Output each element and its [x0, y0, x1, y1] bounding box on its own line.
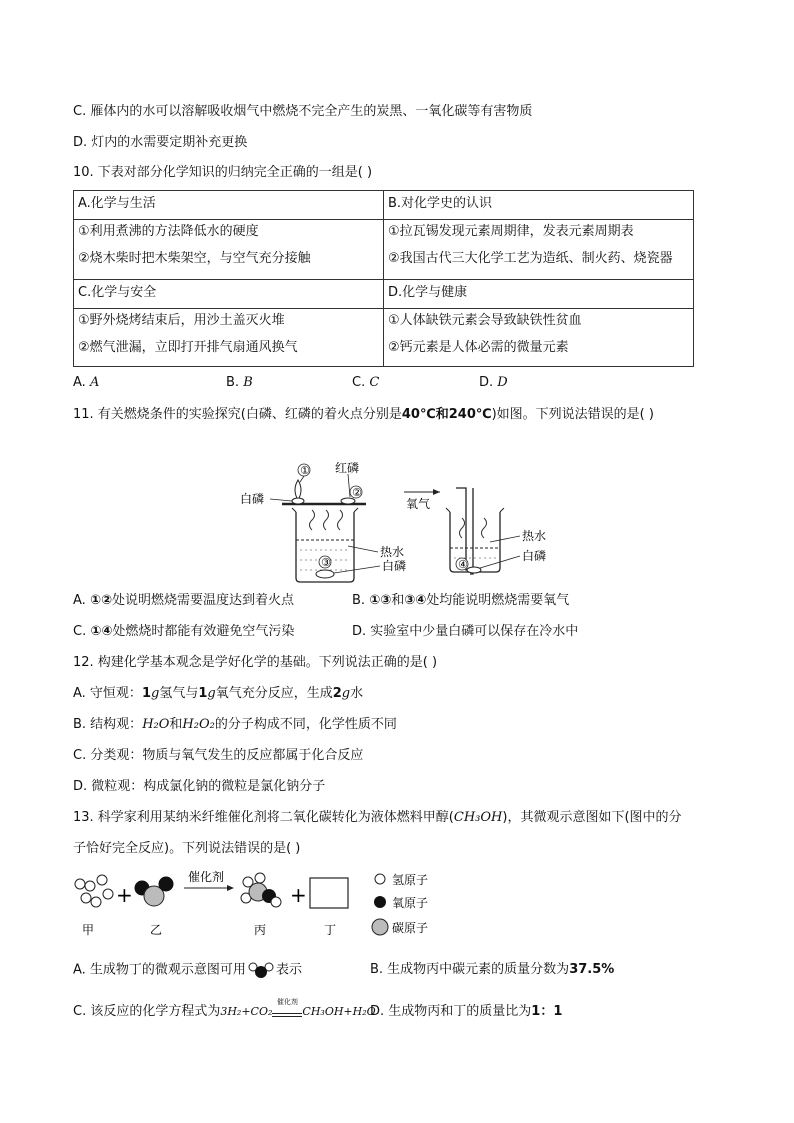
legend-hydrogen: 氢原子 — [392, 873, 429, 887]
plus-sign: + — [290, 883, 307, 907]
table-cell-c — [74, 309, 384, 367]
option-value: C — [369, 375, 380, 390]
label-yi: 乙 — [150, 923, 163, 937]
q13-stem-line1 — [73, 809, 682, 827]
table-b-item-2: ②我国古代三大化学工艺为造纸、制火药、烧瓷器 — [388, 251, 673, 266]
table-cell-a — [74, 220, 384, 280]
legend-carbon-icon — [372, 919, 388, 935]
formula-hydrogen-peroxide: H₂O₂ — [182, 717, 215, 732]
q12-option-c[interactable]: C. 分类观：物质与氧气发生的反应都属于化合反应 — [73, 748, 364, 763]
table-d-item-1: ①人体缺铁元素会导致缺铁性贫血 — [388, 313, 582, 328]
table-b-item-1: ①拉瓦锡发现元素周期律，发表元素周期表 — [388, 224, 634, 239]
mass-value: 1 — [141, 686, 151, 701]
option-text: 和 — [391, 593, 405, 608]
stem-text: )如图。下列说法错误的是( ) — [491, 407, 654, 422]
q13-stem-line2: 子恰好完全反应)。下列说法错误的是( ) — [73, 841, 301, 856]
methanol-molecule — [241, 873, 281, 907]
mass-unit: g — [207, 686, 216, 701]
legend-carbon: 碳原子 — [392, 921, 429, 935]
option-value: B — [243, 375, 253, 390]
option-text: 处均能说明燃烧需要氧气 — [426, 593, 570, 608]
q12-stem: 12. 构建化学基本观念是学好化学的基础。下列说法正确的是( ) — [73, 655, 438, 670]
q10-option-d[interactable] — [479, 374, 508, 392]
option-letter: A. — [73, 375, 90, 390]
stem-temperatures: 40℃和240℃ — [401, 407, 492, 422]
option-value: A — [89, 375, 100, 390]
q12-option-d[interactable]: D. 微粒观：构成氯化钠的微粒是氯化钠分子 — [73, 779, 326, 794]
option-letter: D. — [479, 375, 498, 390]
reaction-micro-diagram — [70, 866, 470, 942]
option-text: 表示 — [275, 962, 302, 978]
q13-option-d[interactable] — [370, 1003, 562, 1021]
mass-fraction-value: 37.5% — [569, 962, 615, 977]
white-phosphorus-bottom-label: 白磷 — [382, 559, 407, 573]
q10-option-c[interactable] — [352, 374, 379, 392]
plus-sign: + — [116, 883, 133, 907]
mass-value: 2 — [332, 686, 342, 701]
white-phosphorus-right-label: 白磷 — [522, 549, 547, 563]
q13-option-b[interactable] — [370, 961, 614, 979]
table-a-item-2: ②烧木柴时把木柴架空，与空气充分接触 — [78, 251, 311, 266]
label-2: ② — [352, 486, 362, 499]
product-d-box — [310, 878, 348, 908]
option-markers: ①③ — [369, 593, 392, 608]
q11-stem — [73, 406, 654, 424]
stem-text: 11. 有关燃烧条件的实验探究(白磷、红磷的着火点分别是 — [73, 407, 402, 422]
option-text: A. 守恒观： — [73, 686, 142, 701]
option-letter: C. — [352, 375, 370, 390]
q10-knowledge-table — [73, 190, 694, 367]
option-text: D. 生成物丙和丁的质量比为 — [370, 1004, 532, 1019]
q9-option-c: C. 雁体内的水可以溶解吸收烟气中燃烧不完全产生的炭黑、一氧化碳等有害物质 — [73, 104, 533, 119]
legend-hydrogen-icon — [375, 874, 385, 884]
equation-products: CH₃OH+H₂O — [302, 1005, 376, 1018]
mass-unit: g — [341, 686, 351, 701]
table-d-item-2: ②钙元素是人体必需的微量元素 — [388, 340, 569, 355]
q10-option-a[interactable] — [73, 374, 99, 392]
hot-water-right-label: 热水 — [522, 529, 547, 543]
formula-water: H₂O — [142, 717, 170, 732]
oxygen-label: 氧气 — [406, 497, 431, 511]
table-cell-b — [384, 220, 694, 280]
label-1: ① — [300, 464, 310, 477]
q13-option-a[interactable] — [73, 961, 302, 980]
label-jia: 甲 — [82, 923, 95, 937]
table-c-item-2: ②燃气泄漏，立即打开排气扇通风换气 — [78, 340, 298, 355]
q12-option-a[interactable] — [73, 685, 363, 703]
red-phosphorus-label: 红磷 — [335, 461, 360, 475]
white-phosphorus-left-label: 白磷 — [240, 492, 265, 506]
equation-condition: 催化剂 — [276, 997, 298, 1006]
stem-text: )，其微观示意图如下(图中的分 — [502, 810, 682, 825]
q10-stem: 10. 下表对部分化学知识的归纳完全正确的一组是( ) — [73, 165, 373, 180]
carbon-dioxide-molecule — [135, 877, 173, 906]
legend-oxygen: 氧原子 — [392, 896, 429, 910]
table-c-item-1: ①野外烧烤结束后，用沙土盖灭火堆 — [78, 313, 285, 328]
hydrogen-molecules — [75, 875, 113, 907]
option-text: 氧气充分反应，生成 — [215, 686, 333, 701]
option-letter: C. — [73, 624, 91, 639]
combustion-experiment-figure — [230, 452, 560, 592]
table-a-item-1: ①利用煮沸的方法降低水的硬度 — [78, 224, 259, 239]
table-head-c: C.化学与安全 — [74, 280, 384, 309]
option-letter: B. — [352, 593, 370, 608]
option-text: 处说明燃烧需要温度达到着火点 — [111, 593, 294, 608]
option-markers: ①④ — [90, 624, 113, 639]
option-text: 水 — [350, 686, 364, 701]
option-markers: ①② — [89, 593, 112, 608]
q12-option-b[interactable] — [73, 716, 397, 734]
catalyst-label: 催化剂 — [188, 870, 225, 884]
table-head-a: A.化学与生活 — [74, 191, 384, 220]
legend-oxygen-icon — [374, 896, 386, 908]
mass-value: 1 — [198, 686, 208, 701]
option-text: B. 生成物丙中碳元素的质量分数为 — [370, 962, 570, 977]
q13-option-c[interactable] — [73, 997, 376, 1021]
q11-option-b[interactable] — [352, 592, 569, 610]
mass-ratio-value: 1：1 — [531, 1004, 563, 1019]
label-bing: 丙 — [254, 923, 267, 937]
option-text: 氢气与 — [159, 686, 199, 701]
option-markers: ③④ — [404, 593, 427, 608]
option-text: C. 该反应的化学方程式为 — [73, 1004, 221, 1019]
formula-methanol: CH₃OH — [453, 810, 503, 825]
mass-unit: g — [150, 686, 160, 701]
hot-water-left-label: 热水 — [380, 545, 405, 559]
q9-option-d: D. 灯内的水需要定期补充更换 — [73, 135, 248, 150]
q11-option-a[interactable] — [73, 592, 294, 610]
water-molecule-icon — [246, 961, 276, 979]
option-letter: B. — [226, 375, 244, 390]
option-text: 处燃烧时都能有效避免空气污染 — [112, 624, 295, 639]
equation-equals — [272, 997, 302, 1017]
label-4: ④ — [458, 558, 468, 571]
equation-reactants: 3H₂+CO₂ — [220, 1005, 273, 1018]
table-head-b: B.对化学史的认识 — [384, 191, 694, 220]
option-value: D — [497, 375, 508, 390]
option-text: 和 — [169, 717, 183, 732]
option-text: A. 生成物丁的微观示意图可用 — [73, 962, 246, 978]
label-ding: 丁 — [324, 923, 337, 937]
stem-text: 13. 科学家利用某纳米纤维催化剂将二氧化碳转化为液体燃料甲醇( — [73, 810, 454, 825]
q10-option-b[interactable] — [226, 374, 253, 392]
option-text: B. 结构观： — [73, 717, 143, 732]
q11-option-c[interactable] — [73, 623, 294, 641]
q11-option-d[interactable]: D. 实验室中少量白磷可以保存在冷水中 — [352, 624, 579, 639]
label-3: ③ — [321, 556, 331, 569]
table-head-d: D.化学与健康 — [384, 280, 694, 309]
table-cell-d — [384, 309, 694, 367]
option-text: 的分子构成不同，化学性质不同 — [214, 717, 397, 732]
option-letter: A. — [73, 593, 90, 608]
